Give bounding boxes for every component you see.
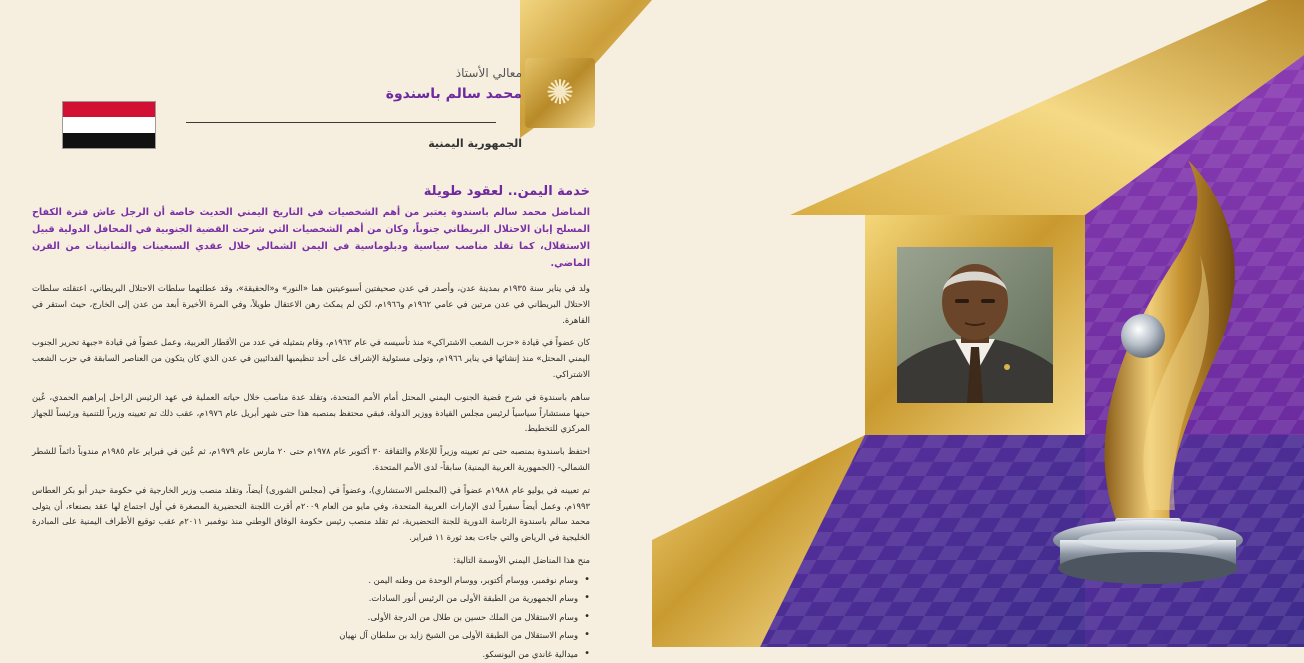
- article-title: خدمة اليمن.. لعقود طويلة: [423, 184, 590, 199]
- medals-intro: منح هذا المناضل اليمني الأوسمة التالية:: [453, 554, 590, 565]
- list-item: • وسام الاستقلال من الملك حسين بن طلال من الدرجة الأولى.: [32, 608, 590, 627]
- header-divider: [186, 122, 496, 123]
- paragraph-ministry: احتفظ باسندوة بمنصبه حتى تم تعيينه وزيراً للإعلام والثقافة ٣٠ أكتوبر عام ١٩٧٨م حتى ٢٠ مارس عام ١٩٧٩م، ثم عُين في فبراير عام ١٩٨٥م مندوباً دائماً للشطر الشمالي- (الجمهورية العربية اليمنية) سابقاً- لدى الأمم المتحدة.: [32, 446, 590, 472]
- portrait-photo: [897, 247, 1053, 403]
- paragraph-party: كان عضواً في قيادة «حزب الشعب الاشتراكي» منذ تأسيسه في عام ١٩٦٢م، وقام بتمثيله في عدد من الأقطار العربية، وعمل عضواً في قيادة «جبهة تحرير الجنوب اليمني المحتل» منذ إنشائها في يناير ١٩٦٦م، وتولى مسئولية الإشراف على أحد تنظيميها الفدائيين في عدن الذي كان يتكون من العناصر السابقة في حزب الشعب الاشتراكي.: [32, 337, 591, 379]
- paragraph-government: تم تعيينه في يوليو عام ١٩٨٨م عضواً في (المجلس الاستشاري)، وعضواً في (مجلس الشورى) أيضاً، وتقلد منصب وزير الخارجية في حكومة حيدر أبو بكر العطاس ١٩٩٣م، وعمل أيضاً سفيراً لدى الإمارات العربية المتحدة، وفي مايو من العام ٢٠٠٩م أقرت اللجنة التحضيرية المصغرة في أول اجتماع لها عقد بصنعاء، أن يتولى محمد سالم باسندوة الرئاسة الدورية للجنة التحضيرية، ثم تقلد منصب رئيس حكومة الوفاق الوطني منذ نوفمبر ٢٠١١م عقب توقيع الأطراف اليمنية على المبادرة الخليجية في الرياض والتي جاءت بعد ثورة ١١ فبراير.: [32, 484, 590, 543]
- list-item: • ميدالية غاندي من اليونسكو.: [32, 645, 590, 663]
- calligraphy-emblem-icon: ✺: [525, 58, 595, 128]
- paragraph-birth: ولد في يناير سنة ١٩٣٥م بمدينة عدن، وأصدر في عدن صحيفتين أسبوعيتين هما «النور» و«الحقيقة»، وقد عطلتهما سلطات الاحتلال البريطاني، اعتقلته سلطات الاحتلال البريطاني في عدن مرتين في عامي ١٩٦٢م و١٩٦٦م، لكن لم يمكث رهن الاعتقال طويلاً، وفي المرة الأخيرة أبعد من عدن إلى الخارج، حيث استقر في القاهرة.: [32, 283, 590, 325]
- list-item: • وسام الاستقلال من الطبقة الأولى من الشيخ زايد بن سلطان آل نهيان: [32, 626, 590, 645]
- person-name: محمد سالم باسندوة: [385, 86, 522, 102]
- list-item: • وسام نوفمبر، ووسام أكتوبر، ووسام الوحدة من وطنه اليمن .: [32, 571, 590, 590]
- biography-article: [32, 184, 590, 663]
- yemen-flag-icon: [62, 101, 156, 149]
- honorific-title: معالي الأستاذ: [455, 66, 522, 80]
- article-lead: المناضل محمد سالم باسندوة يعتبر من أهم الشخصيات في التاريخ اليمني الحديث خاصة أن الرجل عاش فترة الكفاح المسلح إبان الاحتلال البريطاني جنوباً، وكان من أهم الشخصيات التي شرحت القضية الجنوبية في المحافل الدولية قبيل الاستقلال، كما تقلد مناصب سياسية ودبلوماسية في اليمن الشمالي خلال عقدي السبعينات والثمانينات من القرن الماضي.: [32, 207, 590, 269]
- country-name: الجمهورية اليمنية: [428, 137, 522, 150]
- medals-list: [32, 571, 590, 663]
- paragraph-un: ساهم باسندوة في شرح قضية الجنوب اليمني المحتل أمام الأمم المتحدة، وتقلد عدة مناصب خلال حياته العملية في عهد الرئيس الراحل إبراهيم الحمدي، عُين حينها مستشاراً سياسياً لرئيس مجلس القيادة ووزير الدولة، فبقي محتفظ بمنصبه هذا حتى شهر أبريل عام ١٩٧٦م، عقب ذلك تم تعيينه وزيراً للتنمية ورئيساً للجهاز المركزي للتخطيط.: [32, 391, 590, 434]
- list-item: • وسام الجمهورية من الطبقة الأولى من الرئيس أنور السادات.: [32, 589, 590, 608]
